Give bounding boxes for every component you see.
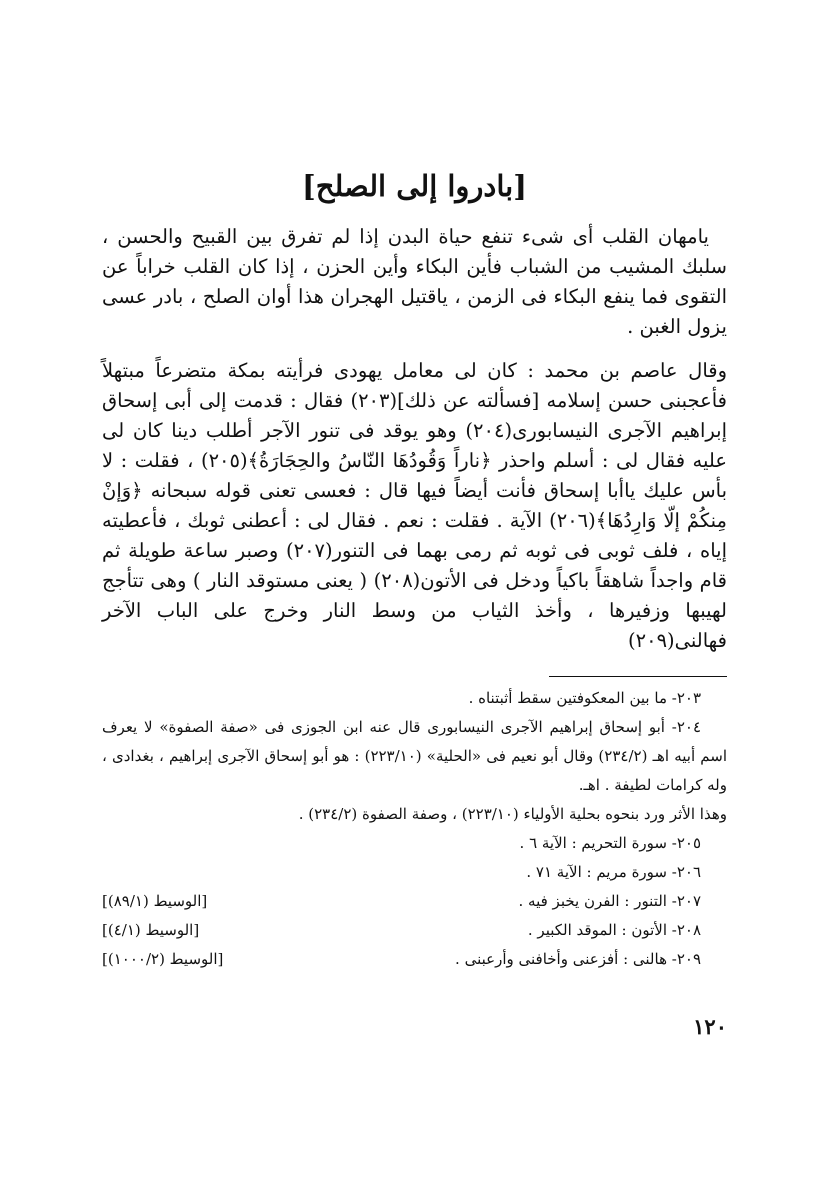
footnote-203: ٢٠٣- ما بين المعكوفتين سقط أثبتناه . xyxy=(468,689,701,707)
paragraph-2: وقال عاصم بن محمد : كان لى معامل يهودى فرأيته بمكة متضرعاً مبتهلاً فأعجبنى حسن إسلامه [فسألته عن ذلك](٢٠٣) فقال : قدمت إلى أبى إسحاق إبراهيم الآجرى النيسابورى(٢٠٤) وهو يوقد فى تنور الآجر أطلب دينا كان لى عليه فقال لى : أسلم واحذر ﴿ناراً وَقُودُهَا النّاسُ والحِجَارَةُ﴾(٢٠٥) ، فقلت : لا بأس عليك ياأبا إسحاق فأنت أيضاً فيها قال : فعسى تعنى قوله سبحانه ﴿وَإنْ مِنكُمْ إلّا وَارِدُهَا﴾(٢٠٦) الآية . فقلت : نعم . فقال لى : أعطنى ثوبك ، فأعطيته إياه ، فلف ثوبى فى ثوبه ثم رمى بهما فى التنور(٢٠٧) وصبر ساعة طويلة ثم قام واجداً شاهقاً باكياً ودخل فى الأتون(٢٠٨) ( يعنى مستوقد النار ) وهى تتأجج لهيبها وزفيرها ، وأخذ الثياب من وسط النار وخرج على الباب الآخر فهالنى(٢٠٩) xyxy=(102,359,727,652)
footnote-205: ٢٠٥- سورة التحريم : الآية ٦ . xyxy=(519,834,701,852)
footnote-209-reference: [الوسيط (١٠٠٠/٢)] xyxy=(102,950,224,968)
footnote-206: ٢٠٦- سورة مريم : الآية ٧١ . xyxy=(526,863,701,881)
footnote-208 xyxy=(102,916,727,945)
footnote-208-text: ٢٠٨- الأتون : الموقد الكبير . xyxy=(527,921,701,939)
section-heading: [بادروا إلى الصلح] xyxy=(302,169,527,203)
footnotes xyxy=(102,684,727,974)
footnote-208-reference: [الوسيط (٤/١)] xyxy=(102,921,200,939)
footnote-separator xyxy=(549,676,727,677)
footnote-204-continuation: وهذا الأثر ورد بنحوه بحلية الأولياء (٢٢٣/١٠) ، وصفة الصفوة (٢٣٤/٢) . xyxy=(298,805,727,823)
footnote-209 xyxy=(102,945,727,974)
footnote-209-text: ٢٠٩- هالنى : أفزعنى وأخافنى وأرعبنى . xyxy=(455,950,701,968)
footnote-207 xyxy=(102,887,727,916)
footnote-207-text: ٢٠٧- التنور : الفرن يخبز فيه . xyxy=(518,892,701,910)
page-number: ١٢٠ xyxy=(693,1014,727,1039)
paragraph-1: يامهان القلب أى شىء تنفع حياة البدن إذا لم تفرق بين القبيح والحسن ، سلبك المشيب من الشباب فأين البكاء وأين الحزن ، إذا كان القلب خراباً عن التقوى فما ينفع البكاء فى الزمن ، ياقتيل الهجران هذا أوان الصلح ، بادر عسى يزول الغبن . xyxy=(102,225,727,338)
footnote-207-reference: [الوسيط (٨٩/١)] xyxy=(102,892,208,910)
footnote-204: ٢٠٤- أبو إسحاق إبراهيم الآجرى النيسابورى قال عنه ابن الجوزى فى «صفة الصفوة» لا يعرف اسم أبيه اهـ (٢٣٤/٢) وقال أبو نعيم فى «الحلية» (٢٢٣/١٠) : هو أبو إسحاق الآجرى إبراهيم ، بغدادى ، وله كرامات لطيفة . اهـ. xyxy=(102,718,727,794)
body-text xyxy=(102,222,727,656)
